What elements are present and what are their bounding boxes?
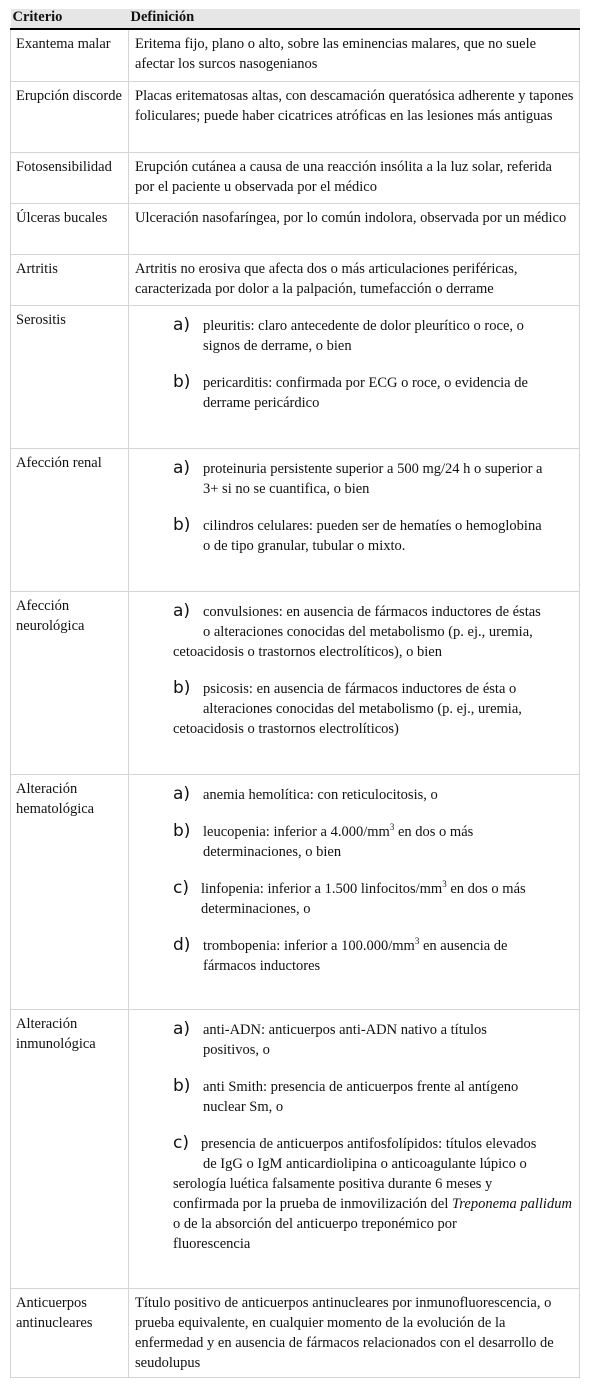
- item-marker: a): [173, 457, 191, 478]
- table-row: [11, 774, 580, 1009]
- definicion-cell: [129, 774, 580, 1009]
- item-marker: c): [173, 1132, 189, 1153]
- definicion-cell: [129, 448, 580, 591]
- item-marker: b): [173, 820, 191, 841]
- table-header-row: [11, 9, 580, 29]
- definicion-cell: [129, 1009, 580, 1288]
- criterio-cell: Erupción discorde: [11, 81, 129, 152]
- table-row: [11, 448, 580, 591]
- list-item: a) pleuritis: claro antecedente de dolor pleurítico o roce, o signos de derrame, o bien: [173, 314, 524, 354]
- item-marker: c): [173, 877, 189, 898]
- table-row: [11, 254, 580, 305]
- list-item: a) convulsiones: en ausencia de fármacos inductores de éstas o alteraciones conocidas del metabolismo (p. ej., uremia, cetoacidosis o trastornos electrolíticos), o bien: [173, 600, 541, 660]
- list-item: a) proteinuria persistente superior a 500 mg/24 h o superior a 3+ si no se cuantifica, o bien: [173, 457, 543, 497]
- criterio-cell: Alteración hematológica: [11, 774, 129, 1009]
- list-item: b) leucopenia: inferior a $4.000/mm^3$ en dos o más determinaciones, o bien: [173, 820, 474, 860]
- list-item: a) anemia hemolítica: con reticulocitosis, o: [173, 783, 438, 804]
- item-marker: a): [173, 600, 191, 621]
- definicion-cell: Placas eritematosas altas, con descamación queratósica adherente y tapones foliculares; puede haber cicatrices atróficas en las lesiones más antiguas: [129, 81, 580, 152]
- list-item: a) anti-ADN: anticuerpos anti-ADN nativo a títulos positivos, o: [173, 1018, 487, 1058]
- definicion-cell: Eritema fijo, plano o alto, sobre las eminencias malares, que no suele afectar los surcos nasogenianos: [129, 29, 580, 81]
- list-item: b) anti Smith: presencia de anticuerpos frente al antígeno nuclear Sm, o: [173, 1075, 519, 1115]
- list-item: b) cilindros celulares: pueden ser de hematíes o hemoglobina o de tipo granular, tubular o mixto.: [173, 514, 542, 554]
- item-marker: a): [173, 1018, 191, 1039]
- italic-term: Treponema pallidum: [452, 1195, 572, 1212]
- definicion-cell: Artritis no erosiva que afecta dos o más articulaciones periféricas, caracterizada por dolor a la palpación, tumefacción o derrame: [129, 254, 580, 305]
- criterio-cell: Artritis: [11, 254, 129, 305]
- item-marker: a): [173, 783, 191, 804]
- table-row: [11, 29, 580, 81]
- criterio-cell: Exantema malar: [11, 29, 129, 81]
- header-criterio: Criterio: [11, 9, 129, 29]
- list-item: c) presencia de anticuerpos antifosfolípidos: títulos elevados de IgG o IgM anticardiolipina o anticoagulante lúpico o serología luética falsamente positiva durante 6 meses y confirmada por la prueba de inmovilización del Treponema pallidum o de la absorción del anticuerpo treponémico por fluorescencia: [173, 1132, 572, 1252]
- table-row: [11, 203, 580, 254]
- criterio-cell: Alteración inmunológica: [11, 1009, 129, 1288]
- criterio-cell: Afección neurológica: [11, 591, 129, 774]
- definicion-cell: Ulceración nasofaríngea, por lo común indolora, observada por un médico: [129, 203, 580, 254]
- table-row: [11, 591, 580, 774]
- table-row: [11, 152, 580, 203]
- header-definicion: Definición: [129, 9, 580, 29]
- table-row: [11, 1288, 580, 1377]
- definicion-cell: [129, 305, 580, 448]
- criterio-cell: Afección renal: [11, 448, 129, 591]
- item-marker: b): [173, 514, 191, 535]
- list-item: d) trombopenia: inferior a $100.000/mm^3$ en ausencia de fármacos inductores: [173, 934, 508, 974]
- criterio-cell: Serositis: [11, 305, 129, 448]
- table-row: [11, 1009, 580, 1288]
- item-marker: b): [173, 677, 191, 698]
- criteria-table: [10, 9, 580, 1378]
- item-marker: a): [173, 314, 191, 335]
- definicion-cell: Erupción cutánea a causa de una reacción insólita a la luz solar, referida por el paciente u observada por el médico: [129, 152, 580, 203]
- table-row: [11, 305, 580, 448]
- criterio-cell: Úlceras bucales: [11, 203, 129, 254]
- item-marker: b): [173, 371, 191, 392]
- definicion-cell: Título positivo de anticuerpos antinucleares por inmunofluorescencia, o prueba equivalente, en cualquier momento de la evolución de la enfermedad y en ausencia de fármacos relacionados con el desarrollo de seudolupus: [129, 1288, 580, 1377]
- item-marker: d): [173, 934, 191, 955]
- criterio-cell: Anticuerpos antinucleares: [11, 1288, 129, 1377]
- table-row: [11, 81, 580, 152]
- criterio-cell: Fotosensibilidad: [11, 152, 129, 203]
- list-item: c) linfopenia: inferior a 1.500 linfocitos/$mm^3$ en dos o más determinaciones, o: [173, 877, 526, 917]
- list-item: b) pericarditis: confirmada por ECG o roce, o evidencia de derrame pericárdico: [173, 371, 528, 411]
- definicion-cell: [129, 591, 580, 774]
- list-item: b) psicosis: en ausencia de fármacos inductores de ésta o alteraciones conocidas del metabolismo (p. ej., uremia, cetoacidosis o trastornos electrolíticos): [173, 677, 522, 737]
- item-marker: b): [173, 1075, 191, 1096]
